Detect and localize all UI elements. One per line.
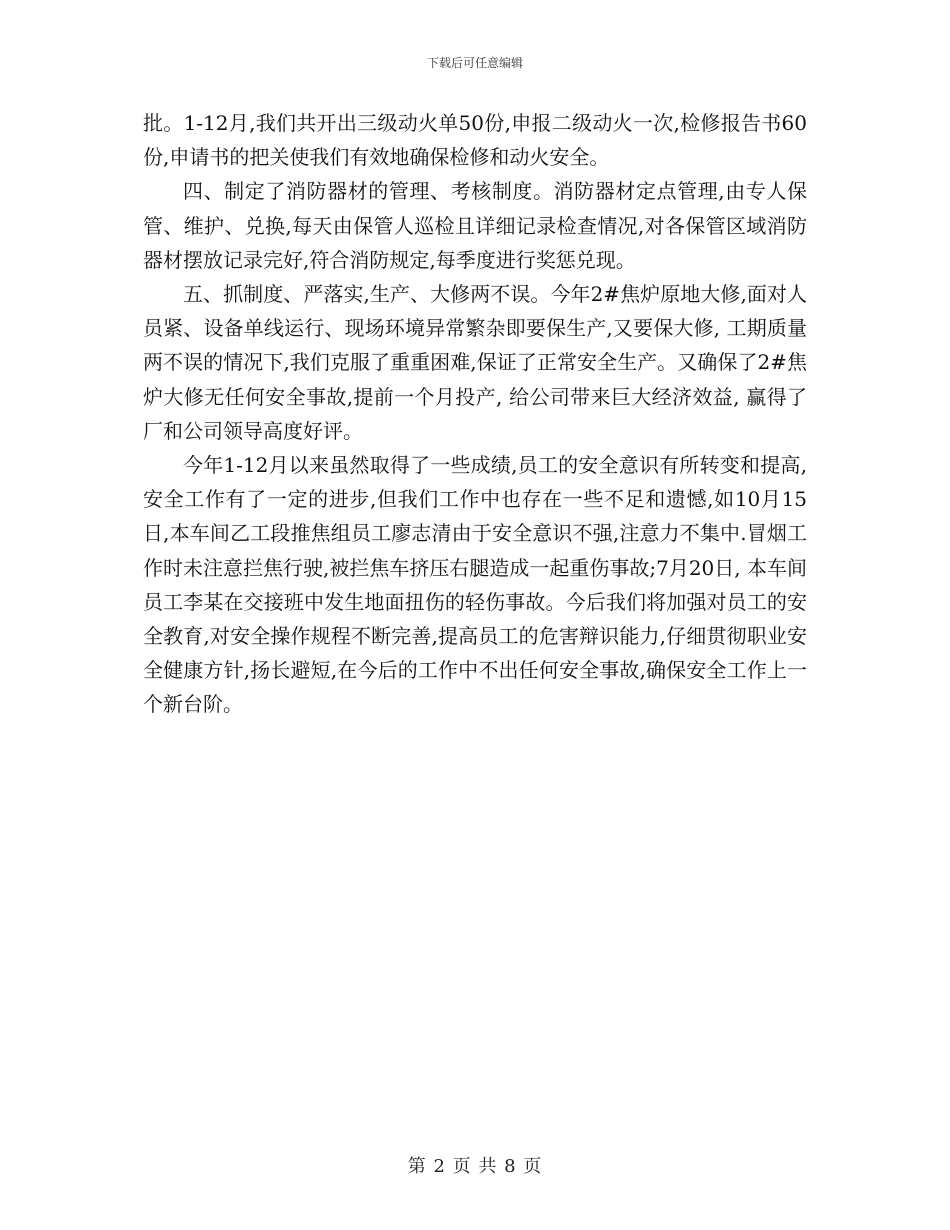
page-number: 第 2 页 共 8 页	[407, 1156, 543, 1177]
paragraph-4: 今年1-12月以来虽然取得了一些成绩,员工的安全意识有所转变和提高, 安全工作有了一定的进步,但我们工作中也存在一些不足和遗憾,如10月15日,本车间乙工段推焦组员工廖志清由于安全意识不强,注意力不集中.冒烟工作时未注意拦焦行驶,被拦焦车挤压右腿造成一起重伤事故;7月20日, 本车间员工李某在交接班中发生地面扭伤的轻伤事故。今后我们将加强对员工的安全教育,对安全操作规程不断完善,提高员工的危害辩识能力,仔细贯彻职业安全健康方针,扬长避短,在今后的工作中不出任何安全事故,确保安全工作上一个新台阶。	[143, 453, 807, 717]
paragraph-1: 批。1-12月,我们共开出三级动火单50份,申报二级动火一次,检修报告书60份,申请书的把关使我们有效地确保检修和动火安全。	[143, 111, 807, 170]
page-header: 下载后可任意编辑	[426, 56, 523, 70]
document-body	[143, 106, 807, 722]
paragraph-2: 四、制定了消防器材的管理、考核制度。消防器材定点管理,由专人保管、维护、兑换,每天由保管人巡检且详细记录检查情况,对各保管区域消防器材摆放记录完好,符合消防规定,每季度进行奖惩兑现。	[143, 179, 807, 272]
paragraph-3: 五、抓制度、严落实,生产、大修两不误。今年2#焦炉原地大修,面对人员紧、设备单线运行、现场环境异常繁杂即要保生产,又要保大修, 工期质量两不误的情况下,我们克服了重重困难,保证了正常安全生产。又确保了2#焦炉大修无任何安全事故,提前一个月投产, 给公司带来巨大经济效益, 赢得了厂和公司领导高度好评。	[143, 282, 807, 443]
